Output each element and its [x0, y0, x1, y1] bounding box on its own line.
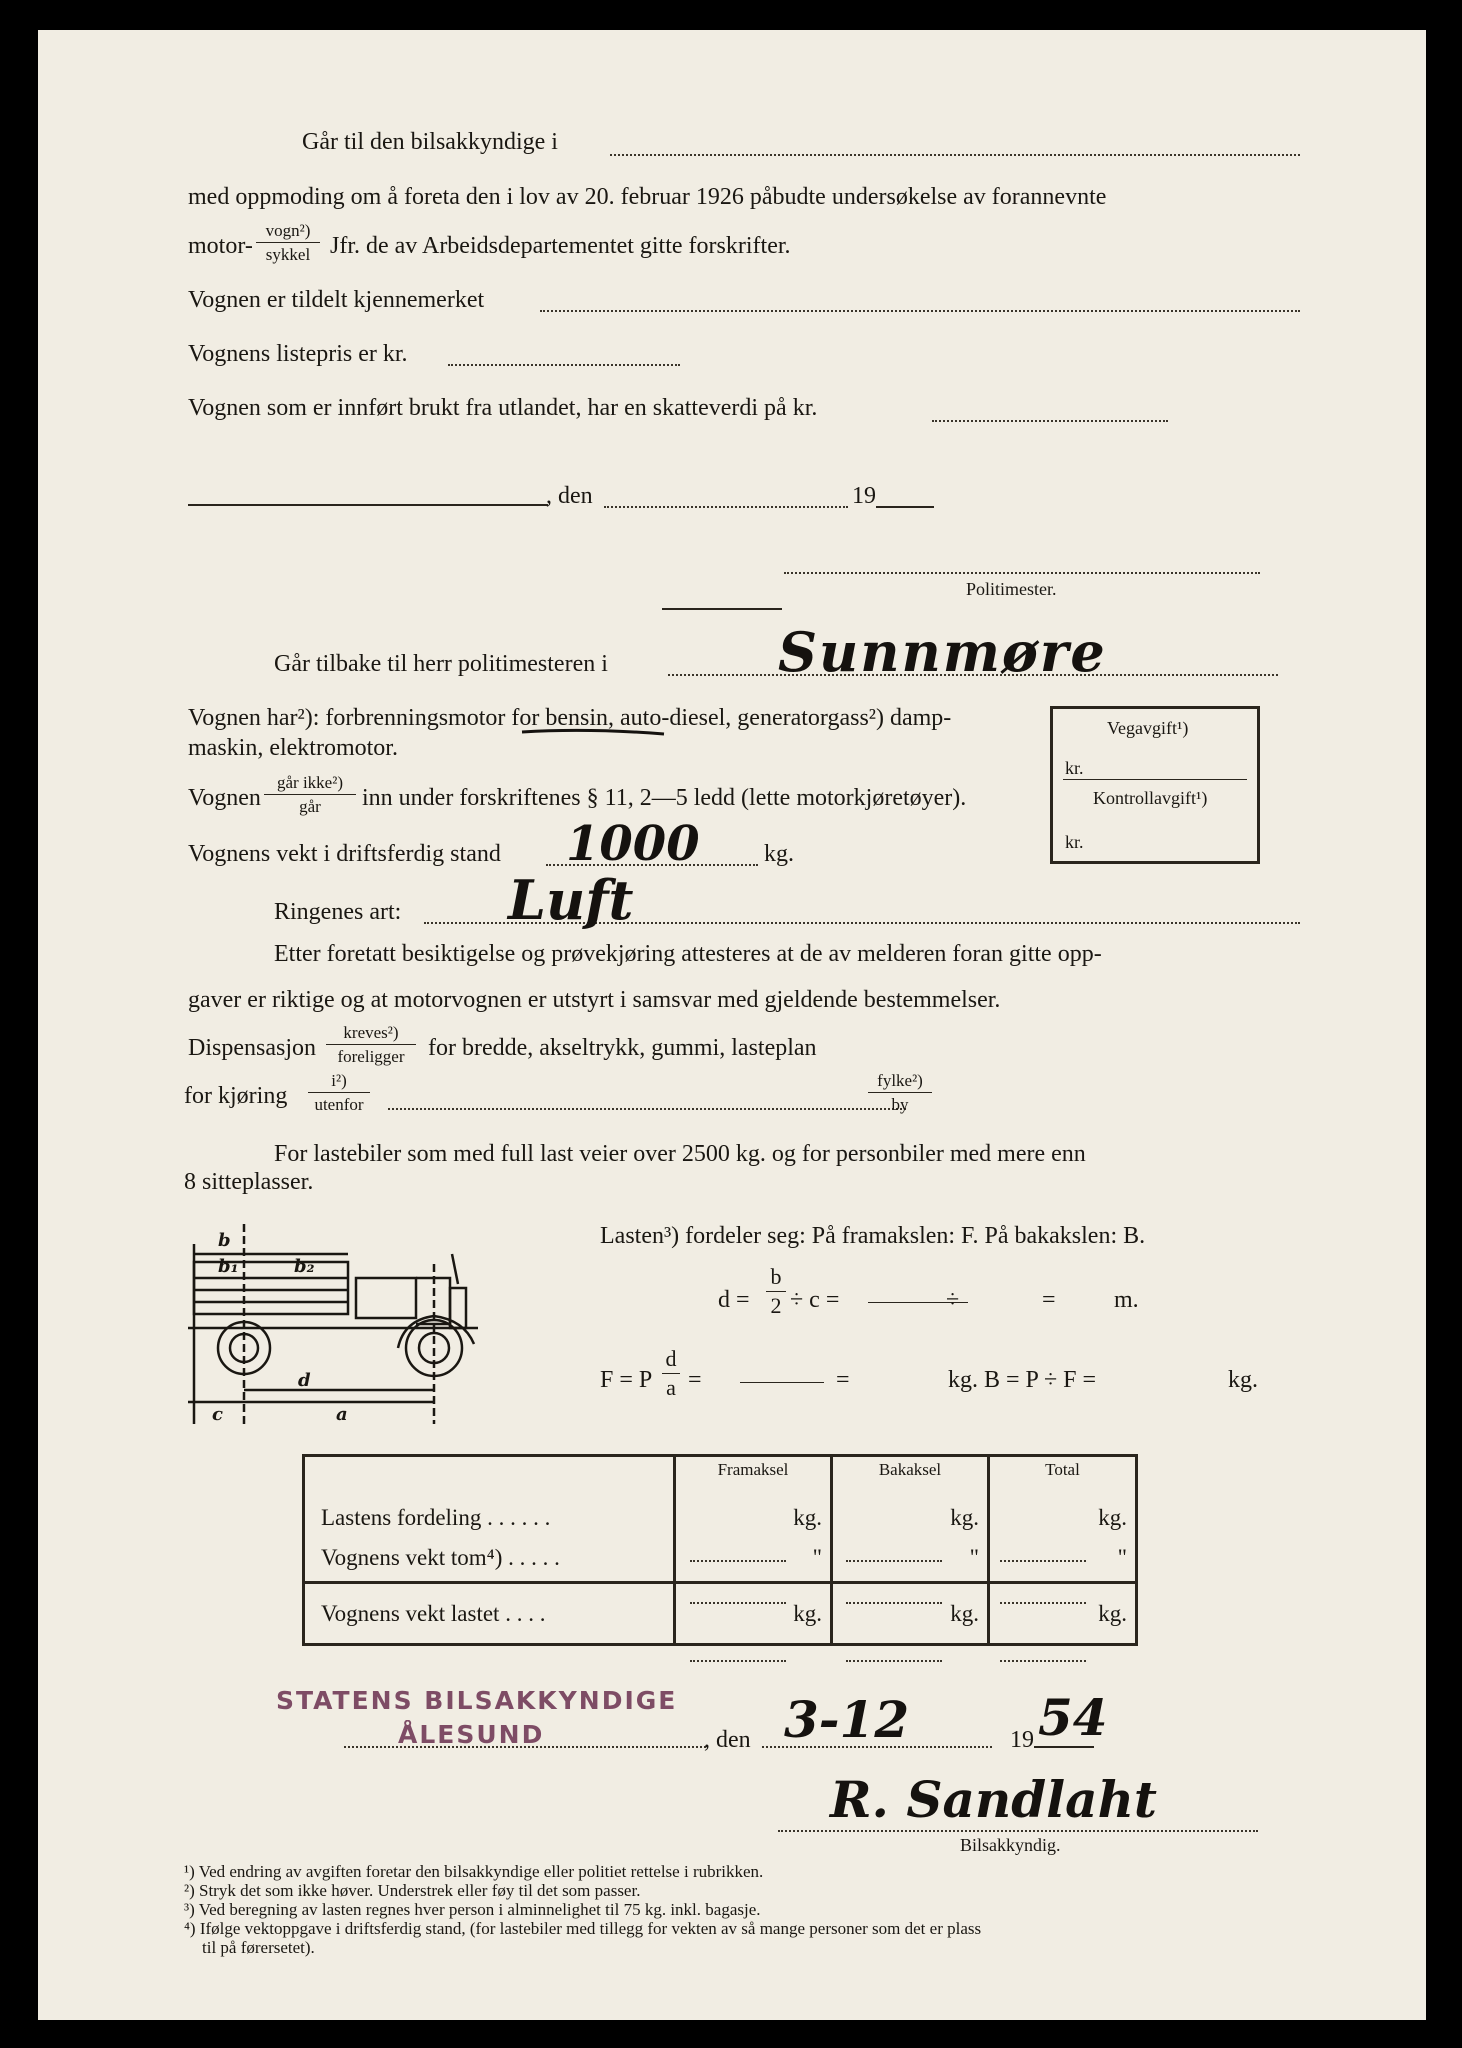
vegavgift-kr: kr.: [1065, 758, 1084, 778]
dispensasjon-suffix: for bredde, akseltrykk, gummi, lasteplan: [428, 1035, 817, 1061]
frac-d: d: [665, 1346, 677, 1371]
fylke-fraction: [868, 1072, 932, 1113]
truck-diagram: [188, 1224, 598, 1454]
header-line2: med oppmoding om å foreta den i lov av 20. februar 1926 påbudte undersøkelse av forannevnte: [188, 184, 1107, 210]
frac-b: b: [770, 1264, 782, 1289]
for-kjoring-label: for kjøring: [184, 1083, 288, 1109]
bilsakkyndig-signature: R. Sandlaht: [830, 1770, 1158, 1829]
motor-frac-bottom: sykkel: [265, 245, 311, 264]
div-sign: ÷: [946, 1287, 960, 1313]
footnote-4-cont: til på førersetet).: [202, 1938, 315, 1957]
gaar-fraction: [264, 774, 356, 815]
disp-frac-bottom: foreligger: [337, 1047, 405, 1066]
diagram-label-b2: b₂: [294, 1256, 315, 1277]
kg-end: kg.: [1228, 1367, 1258, 1393]
listepris-field[interactable]: [448, 364, 680, 366]
d-eq-sign: =: [1042, 1287, 1056, 1313]
kjennemerke-label: Vognen er tildelt kjennemerket: [188, 287, 485, 313]
d-unit: m.: [1114, 1287, 1139, 1313]
document-page: [38, 30, 1426, 2020]
fill-bak-3: [846, 1660, 942, 1662]
diagram-label-d: d: [298, 1370, 311, 1391]
ringenes-label: Ringenes art:: [274, 899, 402, 925]
skatteverdi-field[interactable]: [932, 420, 1168, 422]
fill-total-1: [1000, 1560, 1086, 1562]
kj-frac-top: i²): [331, 1071, 347, 1090]
vognen-har-line1: Vognen har²): forbrenningsmotor for bensin, auto-diesel, generatorgass²) damp-: [188, 705, 952, 731]
cell-fram-ditto[interactable]: ": [812, 1545, 822, 1571]
f-eq3: =: [836, 1367, 850, 1393]
kontrollavgift-kr: kr.: [1065, 832, 1084, 852]
forskrifter-text: inn under forskriftenes § 11, 2—5 ledd (lette motorkjøretøyer).: [362, 785, 967, 811]
year-prefix: 19: [852, 483, 876, 509]
kontrollavgift-label: Kontrollavgift¹): [1093, 788, 1208, 808]
diagram-label-b: b: [218, 1230, 231, 1251]
kjoring-fraction: [308, 1072, 370, 1113]
footnote-2: ²) Stryk det som ikke høver. Understrek eller føy til det som passer.: [184, 1881, 641, 1900]
motor-suffix: Jfr. de av Arbeidsdepartementet gitte forskrifter.: [330, 233, 791, 259]
row-vognens-vekt-lastet: Vognens vekt lastet . . . .: [304, 1583, 675, 1645]
dispensasjon-label: Dispensasjon: [188, 1035, 316, 1061]
diagram-label-b1: b₁: [218, 1256, 239, 1277]
frac-a: a: [666, 1375, 676, 1400]
sign-den: , den: [704, 1727, 751, 1753]
vekt-kg: kg.: [764, 841, 794, 867]
kjennemerke-field[interactable]: [540, 310, 1300, 312]
cell-total-ditto[interactable]: ": [1117, 1545, 1127, 1571]
d-eq: d =: [718, 1287, 750, 1313]
motor-fraction: [256, 222, 320, 263]
fee-divider: [1063, 779, 1247, 780]
bakaksel-cells: [832, 1482, 989, 1582]
motor-frac-top: vogn²): [265, 221, 311, 240]
cell-lastet-bak[interactable]: kg.: [832, 1583, 989, 1645]
minus-c: ÷ c =: [790, 1287, 840, 1313]
lasten-text: Lasten³) fordeler seg: På framakslen: F. På bakakslen: B.: [600, 1223, 1146, 1249]
diagram-label-c: c: [212, 1404, 223, 1425]
sign-place-field[interactable]: [344, 1746, 706, 1748]
fylke-top: fylke²): [877, 1071, 923, 1090]
lastebiler-line2: 8 sitteplasser.: [184, 1169, 314, 1195]
kj-frac-bottom: utenfor: [314, 1095, 364, 1114]
f-eq: F = P: [600, 1367, 653, 1393]
date-field[interactable]: [604, 506, 848, 508]
dispensasjon-fraction: [326, 1024, 416, 1065]
footnote-1: ¹) Ved endring av avgiften foretar den bilsakkyndige eller politiet rettelse i rubrikken.: [184, 1862, 764, 1881]
fylke-bottom: by: [891, 1095, 909, 1114]
fill-total-3: [1000, 1660, 1086, 1662]
underline-for-bensin: [518, 726, 668, 738]
fill-fram-2: [690, 1602, 786, 1604]
fee-box: [1050, 706, 1260, 864]
kjoring-field[interactable]: [388, 1108, 906, 1110]
sign-year-value: 54: [1038, 1688, 1108, 1747]
ringenes-value: Luft: [508, 868, 634, 932]
gaar-frac-bottom: går: [299, 797, 321, 816]
table-row-labels-upper: [304, 1482, 675, 1582]
attest-line2: gaver er riktige og at motorvognen er utstyrt i samsvar med gjeldende bestemmelser.: [188, 987, 1001, 1013]
attest-line1: Etter foretatt besiktigelse og prøvekjøring attesteres at de av melderen foran gitte opp-: [274, 941, 1102, 967]
framaksel-cells: [675, 1482, 832, 1582]
cell-fram-kg[interactable]: kg.: [793, 1505, 822, 1531]
b-over-2: [766, 1266, 786, 1317]
row-lastens-fordeling: Lastens fordeling . . . . . .: [321, 1505, 551, 1531]
cell-total-kg[interactable]: kg.: [1098, 1505, 1127, 1531]
vekt-label: Vognens vekt i driftsferdig stand: [188, 841, 501, 867]
bilsakkyndig-signature-line[interactable]: [778, 1830, 1258, 1832]
motor-prefix: motor-: [188, 233, 253, 259]
handwritten-district: Sunnmøre: [778, 620, 1107, 684]
bilsakkyndig-label: Bilsakkyndig.: [960, 1835, 1061, 1855]
cell-lastet-fram[interactable]: kg.: [675, 1583, 832, 1645]
distribution-table: [302, 1454, 1138, 1646]
frac-2: 2: [770, 1293, 782, 1318]
place-field[interactable]: [188, 504, 548, 506]
f-eq2: =: [688, 1367, 702, 1393]
vekt-value: 1000: [566, 816, 700, 872]
fill-bak-2: [846, 1602, 942, 1604]
fill-fram-1: [690, 1560, 786, 1562]
kg-b-eq: kg. B = P ÷ F =: [948, 1367, 1097, 1393]
footnotes: [184, 1862, 981, 1957]
cell-bak-ditto[interactable]: ": [969, 1545, 979, 1571]
vegavgift-label: Vegavgift¹): [1107, 718, 1189, 738]
footnote-4: ⁴) Ifølge vektoppgave i driftsferdig stand, (for lastebiler med tillegg for vekten av så mange personer som det er plass: [184, 1919, 982, 1938]
d-over-a: [662, 1348, 680, 1399]
bilsakkyndige-field[interactable]: [610, 154, 1300, 156]
skatteverdi-label: Vognen som er innført brukt fra utlandet, har en skatteverdi på kr.: [188, 395, 818, 421]
stamp-line1: STATENS BILSAKKYNDIGE: [276, 1686, 678, 1715]
footnote-3: ³) Ved beregning av lasten regnes hver person i alminnelighet til 75 kg. inkl. bagasje.: [184, 1900, 761, 1919]
lastebiler-line1: For lastebiler som med full last veier over 2500 kg. og for personbiler med mere enn: [274, 1141, 1086, 1167]
gaar-frac-top: går ikke²): [277, 773, 343, 792]
vognen-label: Vognen: [188, 785, 261, 811]
place-den: , den: [546, 483, 593, 509]
row-vognens-vekt-tom: Vognens vekt tom⁴) . . . . .: [321, 1545, 560, 1571]
politimester-signature-field[interactable]: [784, 572, 1260, 574]
stamp-line2: ÅLESUND: [398, 1720, 545, 1749]
listepris-label: Vognens listepris er kr.: [188, 341, 408, 367]
year-field[interactable]: [876, 506, 934, 508]
politimester-label: Politimester.: [966, 579, 1057, 599]
cell-lastet-total[interactable]: kg.: [989, 1583, 1137, 1645]
disp-frac-top: kreves²): [343, 1023, 399, 1042]
th-total: Total: [989, 1456, 1137, 1483]
gaar-tilbake-label: Går tilbake til herr politimesteren i: [274, 651, 608, 677]
vognen-har-line2: maskin, elektromotor.: [188, 735, 398, 761]
fill-fram-3: [690, 1660, 786, 1662]
cell-bak-kg[interactable]: kg.: [950, 1505, 979, 1531]
diagram-label-a: a: [336, 1404, 348, 1425]
sign-date-value: 3-12: [784, 1690, 910, 1749]
fill-total-2: [1000, 1602, 1086, 1604]
separator-line: [662, 608, 782, 610]
header-line1: Går til den bilsakkyndige i: [302, 129, 558, 155]
fill-bak-1: [846, 1560, 942, 1562]
th-framaksel: Framaksel: [675, 1456, 832, 1483]
f-blank[interactable]: [740, 1382, 824, 1383]
th-bakaksel: Bakaksel: [832, 1456, 989, 1483]
total-cells: [989, 1482, 1137, 1582]
sign-year-prefix: 19: [1010, 1727, 1034, 1753]
